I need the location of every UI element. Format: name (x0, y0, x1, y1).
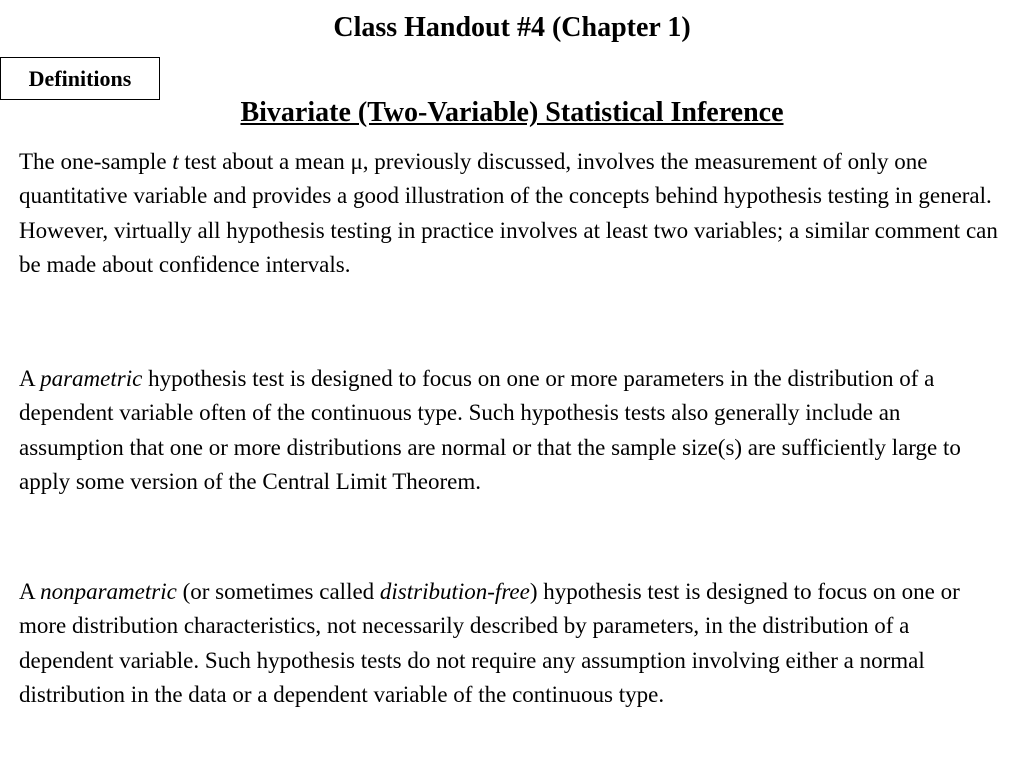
section-label-box (0, 57, 160, 100)
paragraph-text: hypothesis test is designed to focus on one or more parameters in the distribution of a dependent variable often of the continuous type. Such hypothesis tests also generally include an assumption that one or more distributions are normal or that the sample size(s) are sufficiently large to apply some version of the Central Limit Theorem. (19, 366, 961, 495)
paragraph-one-sample-t-test (19, 145, 1009, 283)
paragraph-text: A (19, 366, 41, 391)
paragraph-nonparametric (19, 575, 1009, 713)
italic-term-nonparametric: nonparametric (40, 579, 177, 604)
italic-term-distribution-free: distribution-free (379, 579, 530, 604)
page-title: Class Handout #4 (Chapter 1) (333, 12, 691, 43)
section-label: Definitions (28, 65, 132, 91)
italic-term-parametric: parametric (40, 366, 143, 391)
paragraph-text: A (19, 579, 41, 604)
paragraph-text: The one-sample (19, 149, 173, 174)
paragraph-parametric (19, 362, 1009, 500)
paragraph-text: (or sometimes called (176, 579, 380, 604)
italic-term-t: t (172, 149, 179, 174)
paragraph-text: test about a mean μ, previously discussed, involves the measurement of only one quantitative variable and provides a good illustration of the concepts behind hypothesis testing in general. However, virtually all hypothesis testing in practice involves at least two variables; a similar comment can be made about confidence intervals. (19, 149, 998, 278)
subtitle: Bivariate (Two-Variable) Statistical Inference (240, 97, 784, 128)
paragraph-text: ) hypothesis test is designed to focus on one or more distribution characteristics, not necessarily described by parameters, in the distribution of a dependent variable. Such hypothesis tests do not require any assumption involving either a normal distribution in the data or a dependent variable of the continuous type. (19, 579, 960, 708)
